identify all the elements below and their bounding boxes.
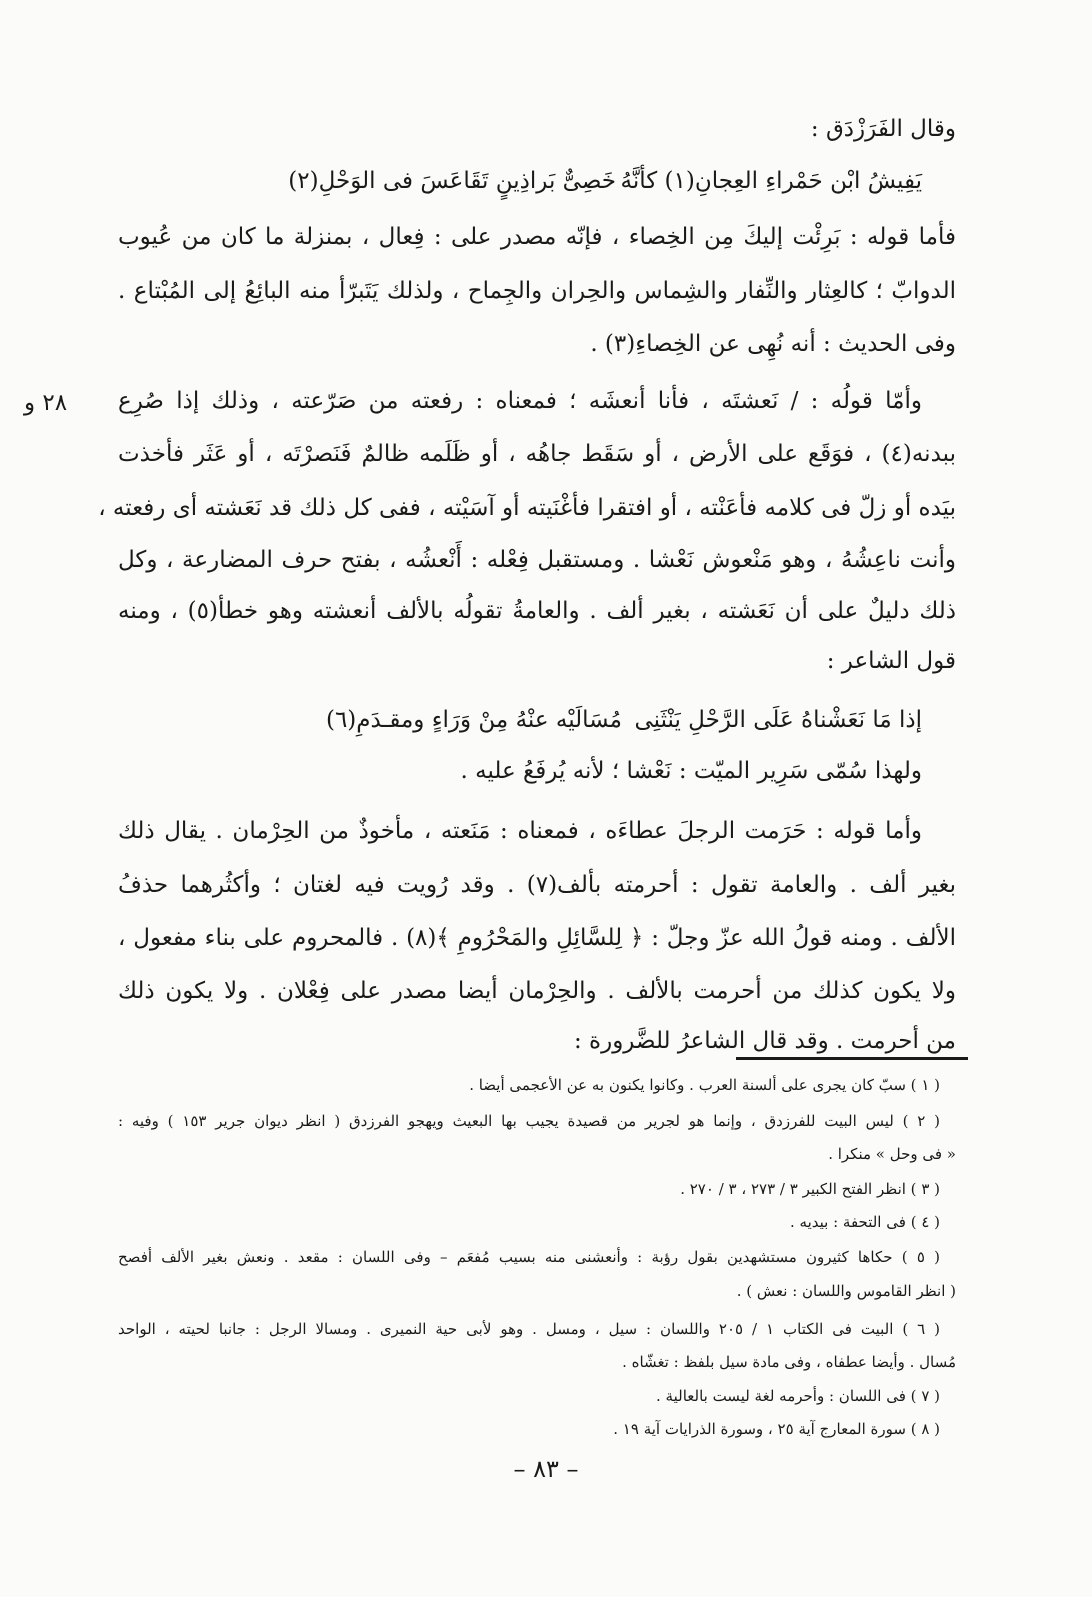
text-line: بغير ألف . والعامة تقول : أحرمته بألف(٧) . وقد رُويت فيه لغتان ؛ وأكثُرهما حذفُ [118, 872, 956, 898]
text-line: من أحرمت . وقد قال الشاعرُ للضَّرورة : [573, 1028, 956, 1054]
text-line: وأمّا قولُه : / نَعشتَه ، فأنا أنعشَه ؛ فمعناه : رفعته من صَرّعته ، وذلك إذا صُرِع [118, 388, 922, 414]
footnote-continuation: ( انظر القاموس واللسان : نعش ) . [736, 1282, 956, 1300]
margin-folio-note: ٢٨ و [24, 390, 68, 416]
text-line: وأما قوله : حَرَمت الرجلَ عطاءَه ، فمعناه : مَنَعته ، مأخوذٌ من الحِرْمان . يقال ذلك [118, 818, 922, 844]
footnote: ( ٥ ) حكاها كثيرون مستشهدين بقول رؤبة : وأنعشنى منه بسيب مُفعَم – وفى اللسان : مقعد . ونعش بغير الألف أفصح [118, 1248, 940, 1266]
text-line: ولهذا سُمّى سَرِير الميّت : نَعْشا ؛ لأنه يُرفَعُ عليه . [460, 758, 922, 784]
page-number: – ٨٣ – [513, 1455, 579, 1483]
text-line: الدوابّ ؛ كالعِثار والنِّفار والشِماس والحِران والجِماح ، ولذلك يَتَبرّأ منه البائِعُ إلى المُبْتاع . [118, 278, 956, 304]
verse-first-hemistich: يَفِيشُ ابْن حَمْراءِ العِجانِ(١) كأنَّهُ [620, 168, 922, 194]
text-line: ببدنه(٤) ، فوَقَع على الأرض ، أو سَقَط جاهُه ، أو ظَلَمه ظالمٌ فَنَصرْتَه ، أو عَثَر فأخذت [118, 441, 956, 467]
footnote: ( ١ ) سبّ كان يجرى على ألسنة العرب . وكانوا يكنون به عن الأعجمى أيضا . [469, 1076, 940, 1094]
footnote: ( ٦ ) البيت فى الكتاب ١ / ٢٠٥ واللسان : سيل ، ومسل . وهو لأبى حية النميرى . ومسالا الرجل : جانبا لحيته ، الواحد [118, 1320, 941, 1338]
verse-first-hemistich: إذا مَا نَعَشْناهُ عَلَى الرَّحْلِ يَنْثَنِى [634, 707, 922, 733]
text-line: الألف . ومنه قولُ الله عزّ وجلّ : ﴿ لِلسَّائِلِ والمَحْرُومِ ﴾(٨) . فالمحروم على بناء مفعول ، [118, 925, 956, 951]
text-line: بيَده أو زلّ فى كلامه فأعَنْته ، أو افتقرا فأغْنَيته أو آسَيْته ، ففى كل ذلك قد نَعَشته أى رفعته ، [98, 495, 956, 521]
footnote-continuation: مُسال . وأيضا عطفاه ، وفى مادة سيل بلفظ : تغشّاه . [622, 1353, 956, 1371]
footnote: ( ٣ ) انظر الفتح الكبير ٣ / ٢٧٣ ، ٣ / ٢٧٠ . [680, 1180, 940, 1198]
text-line: فأما قوله : بَرِئْت إليكَ مِن الخِصاء ، فإنّه مصدر على : فِعال ، بمنزلة ما كان من عُيوب [118, 224, 956, 250]
footnote-separator [736, 1057, 968, 1060]
footnote: ( ٧ ) فى اللسان : وأحرمه لغة ليست بالعالية . [656, 1387, 940, 1405]
verse-second-hemistich: خَصِىٌّ بَراذِينٍ تَقَاعَسَ فى الوَحْلِ(٢) [288, 168, 616, 194]
footnote: ( ٢ ) ليس البيت للفرزدق ، وإنما هو لجرير من قصيدة يجيب بها البعيث ويهجو الفرزدق ( انظر ديوان جرير ١٥٣ ) وفيه : [118, 1112, 940, 1130]
verse-second-hemistich: مُسَالَيْه عنْهُ مِنْ وَرَاءٍ ومقـدَمِ(٦) [325, 707, 622, 733]
text-line: قول الشاعر : [826, 648, 956, 674]
text-line: وفى الحديث : أنه نُهِى عن الخِصاءِ(٣) . [590, 331, 956, 357]
text-line: وقال الفَرَزْدَق : [810, 116, 956, 142]
text-line: ذلك دليلٌ على أن نَعَشته ، بغير ألف . والعامةُ تقولُه بالألف أنعشته وهو خطأ(٥) ، ومنه [118, 598, 956, 624]
footnote-continuation: « فى وحل » منكرا . [828, 1145, 956, 1163]
text-line: ولا يكون كذلك من أحرمت بالألف . والحِرْمان أيضا مصدر على فِعْلان . ولا يكون ذلك [118, 978, 956, 1004]
footnote: ( ٨ ) سورة المعارج آية ٢٥ ، وسورة الذرايات آية ١٩ . [613, 1420, 940, 1438]
footnote: ( ٤ ) فى التحفة : بيديه . [789, 1213, 940, 1231]
text-line: وأنت ناعِشُهُ ، وهو مَنْعوش نَعْشا . ومستقبل فِعْله : أَنْعشُه ، بفتح حرف المضارعة ، وكل [118, 547, 956, 573]
